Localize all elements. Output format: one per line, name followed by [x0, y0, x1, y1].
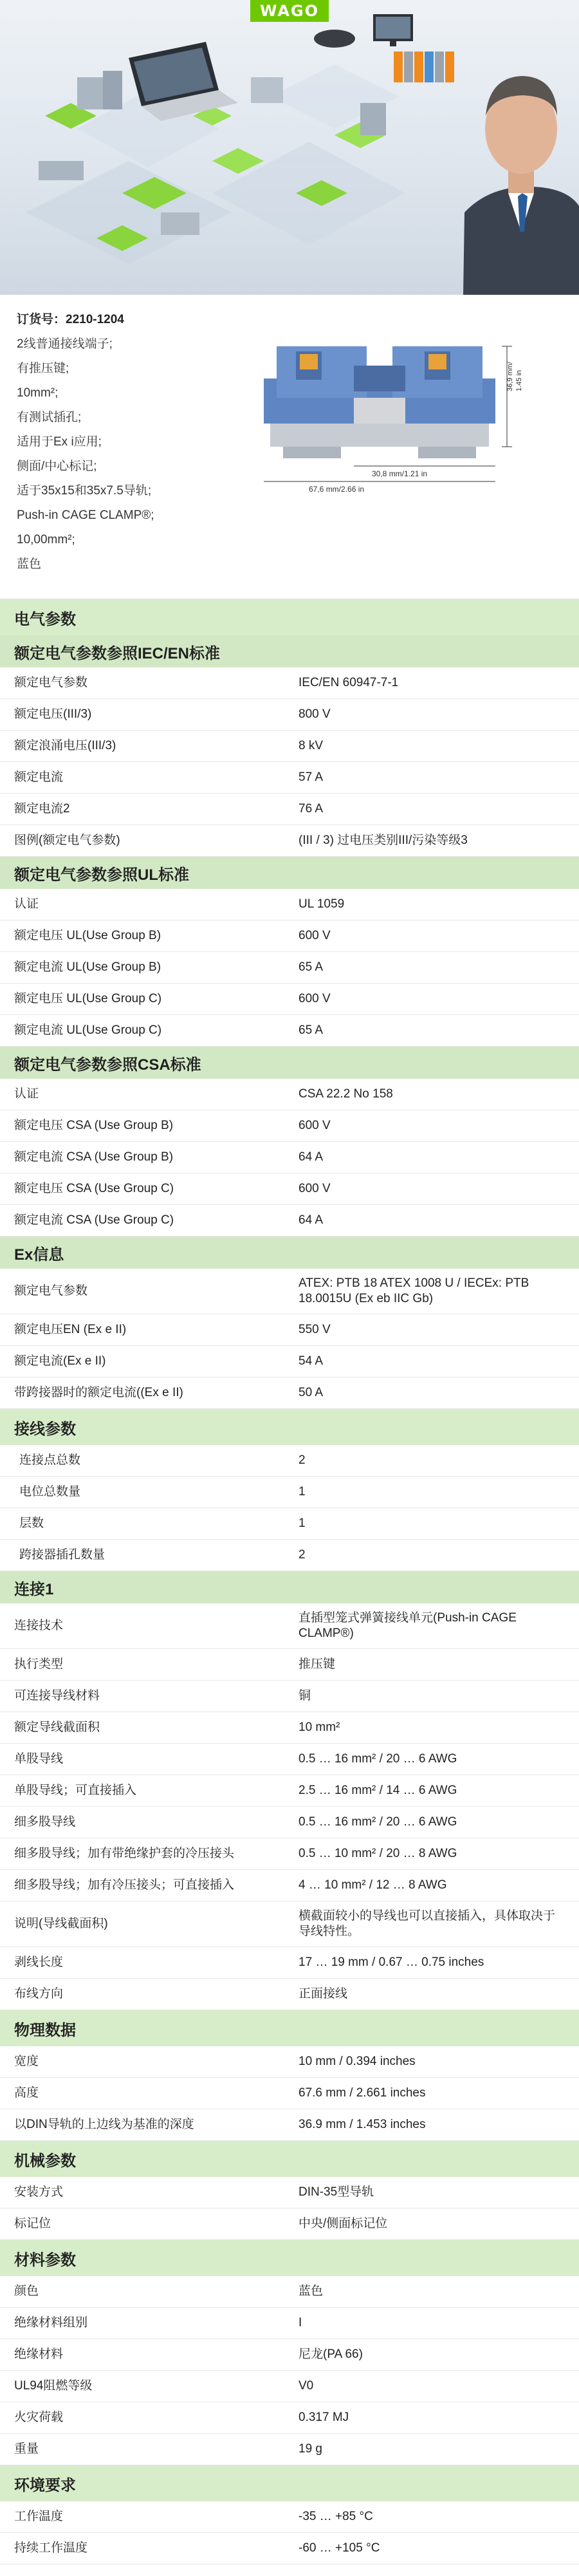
spec-value: 10 mm / 0.394 inches — [299, 2055, 416, 2068]
spec-row — [0, 2533, 579, 2564]
spec-row — [0, 825, 579, 857]
spec-row — [0, 1540, 579, 1571]
spec-row — [0, 1205, 579, 1237]
spec-key: 额定电压EN (Ex e II) — [14, 1323, 127, 1336]
spec-key: UL94阻燃等级 — [14, 2379, 93, 2393]
spec-row — [0, 2177, 579, 2208]
spec-value: 0.317 MJ — [299, 2411, 349, 2424]
spec-value: 1 — [299, 1485, 306, 1498]
spec-value: 67.6 mm / 2.661 inches — [299, 2086, 426, 2100]
spec-value: 0.5 … 16 mm² / 20 … 6 AWG — [299, 1815, 457, 1829]
spec-row — [0, 1445, 579, 1477]
spec-value: 64 A — [299, 1150, 324, 1164]
spec-key: 额定电流(Ex e II) — [14, 1354, 106, 1368]
spec-value: DIN-35型导轨 — [299, 2185, 374, 2199]
spec-key: 额定电压 CSA (Use Group B) — [14, 1119, 174, 1132]
spec-row — [0, 2046, 579, 2078]
spec-row — [0, 2434, 579, 2465]
spec-key: 额定电气参数 — [14, 676, 88, 689]
spec-key: 电位总数量 — [19, 1485, 81, 1498]
section-wiring: 接线参数 — [0, 1409, 579, 1445]
spec-value: 54 A — [299, 1354, 324, 1368]
spec-row — [0, 1603, 579, 1649]
spec-row — [0, 2339, 579, 2371]
spec-key: 火灾荷载 — [14, 2411, 64, 2424]
spec-value: -35 … +85 °C — [299, 2510, 373, 2523]
spec-row — [0, 984, 579, 1015]
spec-row — [0, 1346, 579, 1377]
terminal-block-drawing — [257, 333, 528, 494]
feature-line: 适用于Ex i应用; — [17, 435, 102, 449]
spec-row — [0, 920, 579, 952]
section-electrical: 电气参数 — [0, 599, 579, 635]
spec-value: 17 … 19 mm / 0.67 … 0.75 inches — [299, 1955, 484, 1969]
feature-line: 蓝色 — [17, 557, 42, 571]
spec-key: 细多股导线；加有带绝缘护套的冷压接头 — [14, 1847, 235, 1860]
feature-line: 侧面/中心标记; — [17, 460, 97, 473]
feature-line: 10,00mm²; — [17, 533, 75, 546]
spec-row — [0, 1901, 579, 1947]
spec-value: 直插型笼式弹簧接线单元(Push-in CAGE CLAMP®) — [299, 1611, 517, 1640]
section-physical: 物理数据 — [0, 2010, 579, 2046]
spec-row — [0, 2208, 579, 2240]
spec-value: 4 … 10 mm² / 12 … 8 AWG — [299, 1878, 447, 1892]
spec-key: 宽度 — [14, 2055, 39, 2068]
spec-key: 层数 — [19, 1517, 44, 1530]
subsection-connection-1: 连接1 — [0, 1571, 579, 1603]
spec-row — [0, 889, 579, 920]
spec-value: 600 V — [299, 1182, 331, 1195]
hero-banner — [0, 0, 579, 295]
spec-key: 认证 — [14, 897, 39, 911]
spec-row — [0, 1377, 579, 1409]
subsection-iec: 额定电气参数参照IEC/EN标准 — [0, 635, 579, 667]
spec-row — [0, 1508, 579, 1540]
spec-row — [0, 2371, 579, 2402]
spec-value: 2.5 … 16 mm² / 14 … 6 AWG — [299, 1784, 457, 1797]
spec-key: 布线方向 — [14, 1987, 64, 2001]
subsection-ex: Ex信息 — [0, 1237, 579, 1269]
spec-key: 额定电流 UL(Use Group B) — [14, 960, 161, 974]
spec-value: 尼龙(PA 66) — [299, 2347, 363, 2361]
feature-line: Push-in CAGE CLAMP®; — [17, 509, 154, 522]
spec-row — [0, 762, 579, 794]
spec-value: 36.9 mm / 1.453 inches — [299, 2118, 426, 2131]
spec-value: 铜 — [299, 1689, 311, 1703]
spec-row — [0, 1110, 579, 1142]
spec-key: 额定电流 — [14, 770, 64, 784]
spec-key: 连接点总数 — [19, 1453, 81, 1467]
spec-value: 2 — [299, 1453, 306, 1467]
feature-line: 有测试插孔; — [17, 411, 82, 424]
spec-key: 带跨接器时的额定电流((Ex e II) — [14, 1386, 183, 1399]
spec-row — [0, 1979, 579, 2010]
spec-row — [0, 1079, 579, 1110]
spec-row — [0, 2276, 579, 2308]
spec-key: 可连接导线材料 — [14, 1689, 100, 1703]
spec-row — [0, 1314, 579, 1346]
spec-value: 蓝色 — [299, 2284, 324, 2298]
subsection-csa: 额定电气参数参照CSA标准 — [0, 1047, 579, 1079]
spec-key: 工作温度 — [14, 2510, 64, 2523]
spec-key: 额定电压 UL(Use Group B) — [14, 929, 161, 942]
spec-key: 绝缘材料 — [14, 2347, 64, 2361]
dim-height-label: 36,9 mm/ — [506, 362, 514, 391]
feature-line: 有推压键; — [17, 362, 69, 375]
spec-value: 50 A — [299, 1386, 324, 1399]
spec-value: 76 A — [299, 802, 324, 816]
spec-key: 标记位 — [14, 2217, 51, 2230]
spec-value: 600 V — [299, 992, 331, 1005]
dim-width-small-label: 30,8 mm/1.21 in — [372, 469, 428, 478]
spec-key: 细多股导线 — [14, 1815, 76, 1829]
spec-row — [0, 1807, 579, 1838]
feature-line: 适于35x15和35x7.5导轨; — [17, 484, 152, 498]
spec-row — [0, 1838, 579, 1870]
spec-key: 说明(导线截面积) — [14, 1917, 108, 1930]
spec-key: 绝缘材料组别 — [14, 2316, 88, 2329]
spec-key: 额定浪涌电压(III/3) — [14, 739, 116, 752]
product-description — [17, 308, 248, 577]
spec-value: 2 — [299, 1548, 306, 1562]
spec-key: 额定电气参数 — [14, 1284, 88, 1298]
spec-key: 额定电流2 — [14, 802, 70, 816]
spec-row — [0, 1269, 579, 1314]
spec-key: 跨接器插孔数量 — [19, 1548, 106, 1562]
spec-value: ATEX: PTB 18 ATEX 1008 U / IECEx: PTB 18.0015U (Ex eb IIC Gb) — [299, 1276, 529, 1305]
spec-value: 10 mm² — [299, 1721, 340, 1734]
spec-key: 以DIN导轨的上边线为基准的深度 — [14, 2118, 194, 2131]
spec-row — [0, 1477, 579, 1508]
spec-key: 额定电流 CSA (Use Group C) — [14, 1213, 174, 1227]
spec-row — [0, 1142, 579, 1173]
spec-value: 800 V — [299, 707, 331, 721]
spec-value: 550 V — [299, 1323, 331, 1336]
dim-height-label-2: 1.45 in — [515, 369, 523, 391]
spec-value: 19 g — [299, 2442, 322, 2456]
spec-row — [0, 2501, 579, 2533]
spec-row — [0, 794, 579, 825]
spec-value: IEC/EN 60947-7-1 — [299, 676, 399, 689]
spec-row — [0, 1173, 579, 1205]
spec-row — [0, 1744, 579, 1775]
spec-value: 0.5 … 16 mm² / 20 … 6 AWG — [299, 1752, 457, 1766]
spec-key: 高度 — [14, 2086, 39, 2100]
feature-line: 2线普通接线端子; — [17, 337, 113, 351]
spec-key: 剥线长度 — [14, 1955, 64, 1969]
spec-value: 推压键 — [299, 1657, 336, 1671]
section-material: 材料参数 — [0, 2240, 579, 2276]
spec-key: 单股导线 — [14, 1752, 64, 1766]
spec-row — [0, 2078, 579, 2109]
feature-line: 10mm²; — [17, 386, 59, 400]
dim-width-big-label: 67,6 mm/2.66 in — [309, 485, 365, 494]
spec-value: UL 1059 — [299, 897, 345, 911]
spec-row — [0, 667, 579, 699]
section-environment: 环境要求 — [0, 2465, 579, 2501]
spec-row — [0, 1681, 579, 1712]
spec-key: 额定电流 UL(Use Group C) — [14, 1023, 162, 1037]
spec-row — [0, 1870, 579, 1901]
spec-value: 中央/侧面标记位 — [299, 2217, 388, 2230]
spec-row — [0, 1712, 579, 1744]
spec-row — [0, 952, 579, 984]
spec-key: 额定电流 CSA (Use Group B) — [14, 1150, 174, 1164]
spec-key: 额定导线截面积 — [14, 1721, 100, 1734]
spec-value: V0 — [299, 2379, 314, 2393]
spec-key: 连接技术 — [14, 1619, 64, 1632]
spec-key: 执行类型 — [14, 1657, 64, 1671]
spec-value: 64 A — [299, 1213, 324, 1227]
spec-value: I — [299, 2316, 302, 2329]
spec-value: 600 V — [299, 1119, 331, 1132]
spec-key: 额定电压(III/3) — [14, 707, 92, 721]
spec-key: 持续工作温度 — [14, 2541, 88, 2555]
spec-key: 颜色 — [14, 2284, 39, 2298]
section-mechanical: 机械参数 — [0, 2141, 579, 2177]
spec-key: 单股导线；可直接插入 — [14, 1784, 137, 1797]
spec-value: 600 V — [299, 929, 331, 942]
spec-table — [0, 599, 579, 2564]
spec-row — [0, 1947, 579, 1979]
spec-row — [0, 699, 579, 731]
product-summary — [0, 295, 579, 599]
spec-row — [0, 1015, 579, 1047]
spec-row — [0, 1649, 579, 1681]
spec-value: (III / 3) 过电压类别III/污染等级3 — [299, 834, 468, 847]
subsection-ul: 额定电气参数参照UL标准 — [0, 857, 579, 889]
spec-value: 8 kV — [299, 739, 324, 752]
spec-row — [0, 1775, 579, 1807]
spec-value: 57 A — [299, 770, 324, 784]
spec-key: 额定电压 UL(Use Group C) — [14, 992, 162, 1005]
spec-row — [0, 2109, 579, 2141]
wago-logo: WAGO — [250, 0, 329, 22]
spec-key: 安装方式 — [14, 2185, 64, 2199]
spec-value: 正面接线 — [299, 1987, 348, 2001]
spec-value: 横截面较小的导线也可以直接插入，具体取决于导线特性。 — [299, 1909, 556, 1938]
spec-value: -60 … +105 °C — [299, 2541, 380, 2555]
spec-row — [0, 2402, 579, 2434]
hero-illustration — [0, 0, 579, 295]
spec-value: 0.5 … 10 mm² / 20 … 8 AWG — [299, 1847, 457, 1860]
spec-value: 65 A — [299, 1023, 324, 1037]
spec-value: 65 A — [299, 960, 324, 974]
order-number: 订货号：2210-1204 — [17, 313, 124, 326]
spec-row — [0, 731, 579, 762]
spec-key: 重量 — [14, 2442, 39, 2456]
spec-row — [0, 2308, 579, 2339]
spec-key: 认证 — [14, 1087, 39, 1101]
spec-key: 图例(额定电气参数) — [14, 834, 120, 847]
spec-value: 1 — [299, 1517, 306, 1530]
spec-key: 额定电压 CSA (Use Group C) — [14, 1182, 174, 1195]
spec-key: 细多股导线；加有冷压接头；可直接插入 — [14, 1878, 235, 1892]
spec-value: CSA 22.2 No 158 — [299, 1087, 393, 1101]
